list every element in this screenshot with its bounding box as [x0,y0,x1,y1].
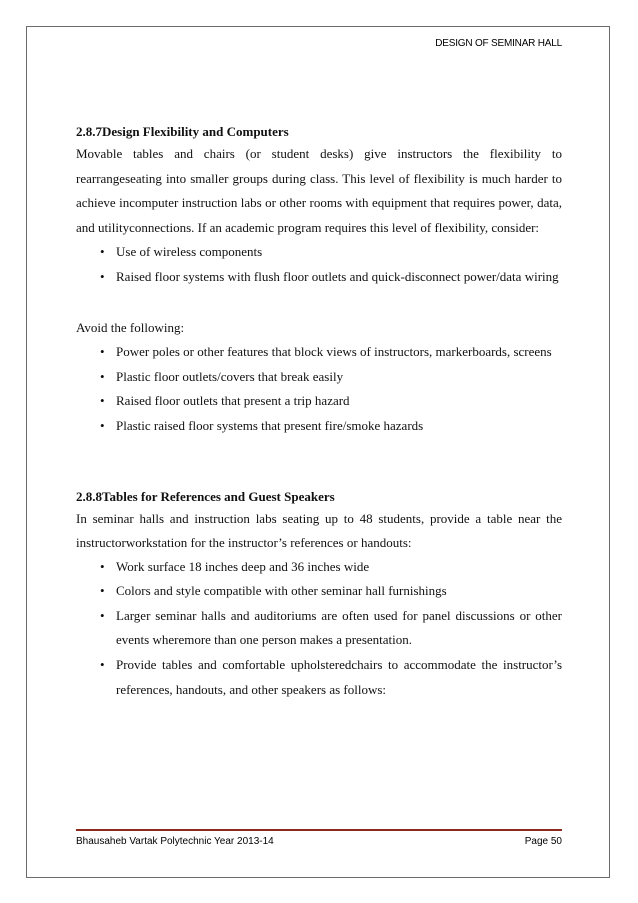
consider-list [76,240,562,289]
list-item: • Work surface 18 inches deep and 36 inches wide [76,555,562,580]
list-item: • Power poles or other features that block views of instructors, markerboards, screens [76,340,562,365]
running-header: DESIGN OF SEMINAR HALL [435,38,562,49]
page-footer [76,829,562,849]
list-item: • Larger seminar halls and auditoriums are often used for panel discussions or other events wheremore than one person makes a presentation. [76,604,562,653]
list-item: • Plastic raised floor systems that present fire/smoke hazards [76,414,562,439]
list-item: • Raised floor systems with flush floor outlets and quick-disconnect power/data wiring [76,265,562,290]
list-item: • Colors and style compatible with other seminar hall furnishings [76,579,562,604]
tables-list [76,555,562,703]
list-item: • Plastic floor outlets/covers that break easily [76,365,562,390]
list-item: • Raised floor outlets that present a trip hazard [76,389,562,414]
document-body [76,122,562,702]
section-heading-2-8-7: 2.8.7Design Flexibility and Computers [76,124,289,139]
list-item: • Provide tables and comfortable upholsteredchairs to accommodate the instructor’s references, handouts, and other speakers as follows: [76,653,562,702]
section-intro-paragraph: In seminar halls and instruction labs seating up to 48 students, provide a table near the instructorworkstation for the instructor’s references or handouts: [76,510,562,550]
avoid-label: Avoid the following: [76,319,185,335]
footer-page-number: Page 50 [524,836,562,847]
section-intro-paragraph: Movable tables and chairs (or student desks) give instructors the flexibility to rearrangeseating into smaller groups during class. This level of flexibility is much harder to achieve incomputer instruction labs or other rooms with equipment that requires power, data, and utilityconnections. If an academic program requires this level of flexibility, consider: [76,146,562,235]
avoid-list [76,340,562,438]
section-heading-2-8-8: 2.8.8Tables for References and Guest Speakers [76,488,335,504]
list-item: • Use of wireless components [76,240,562,265]
footer-institution: Bhausaheb Vartak Polytechnic Year 2013-14 [76,836,274,847]
